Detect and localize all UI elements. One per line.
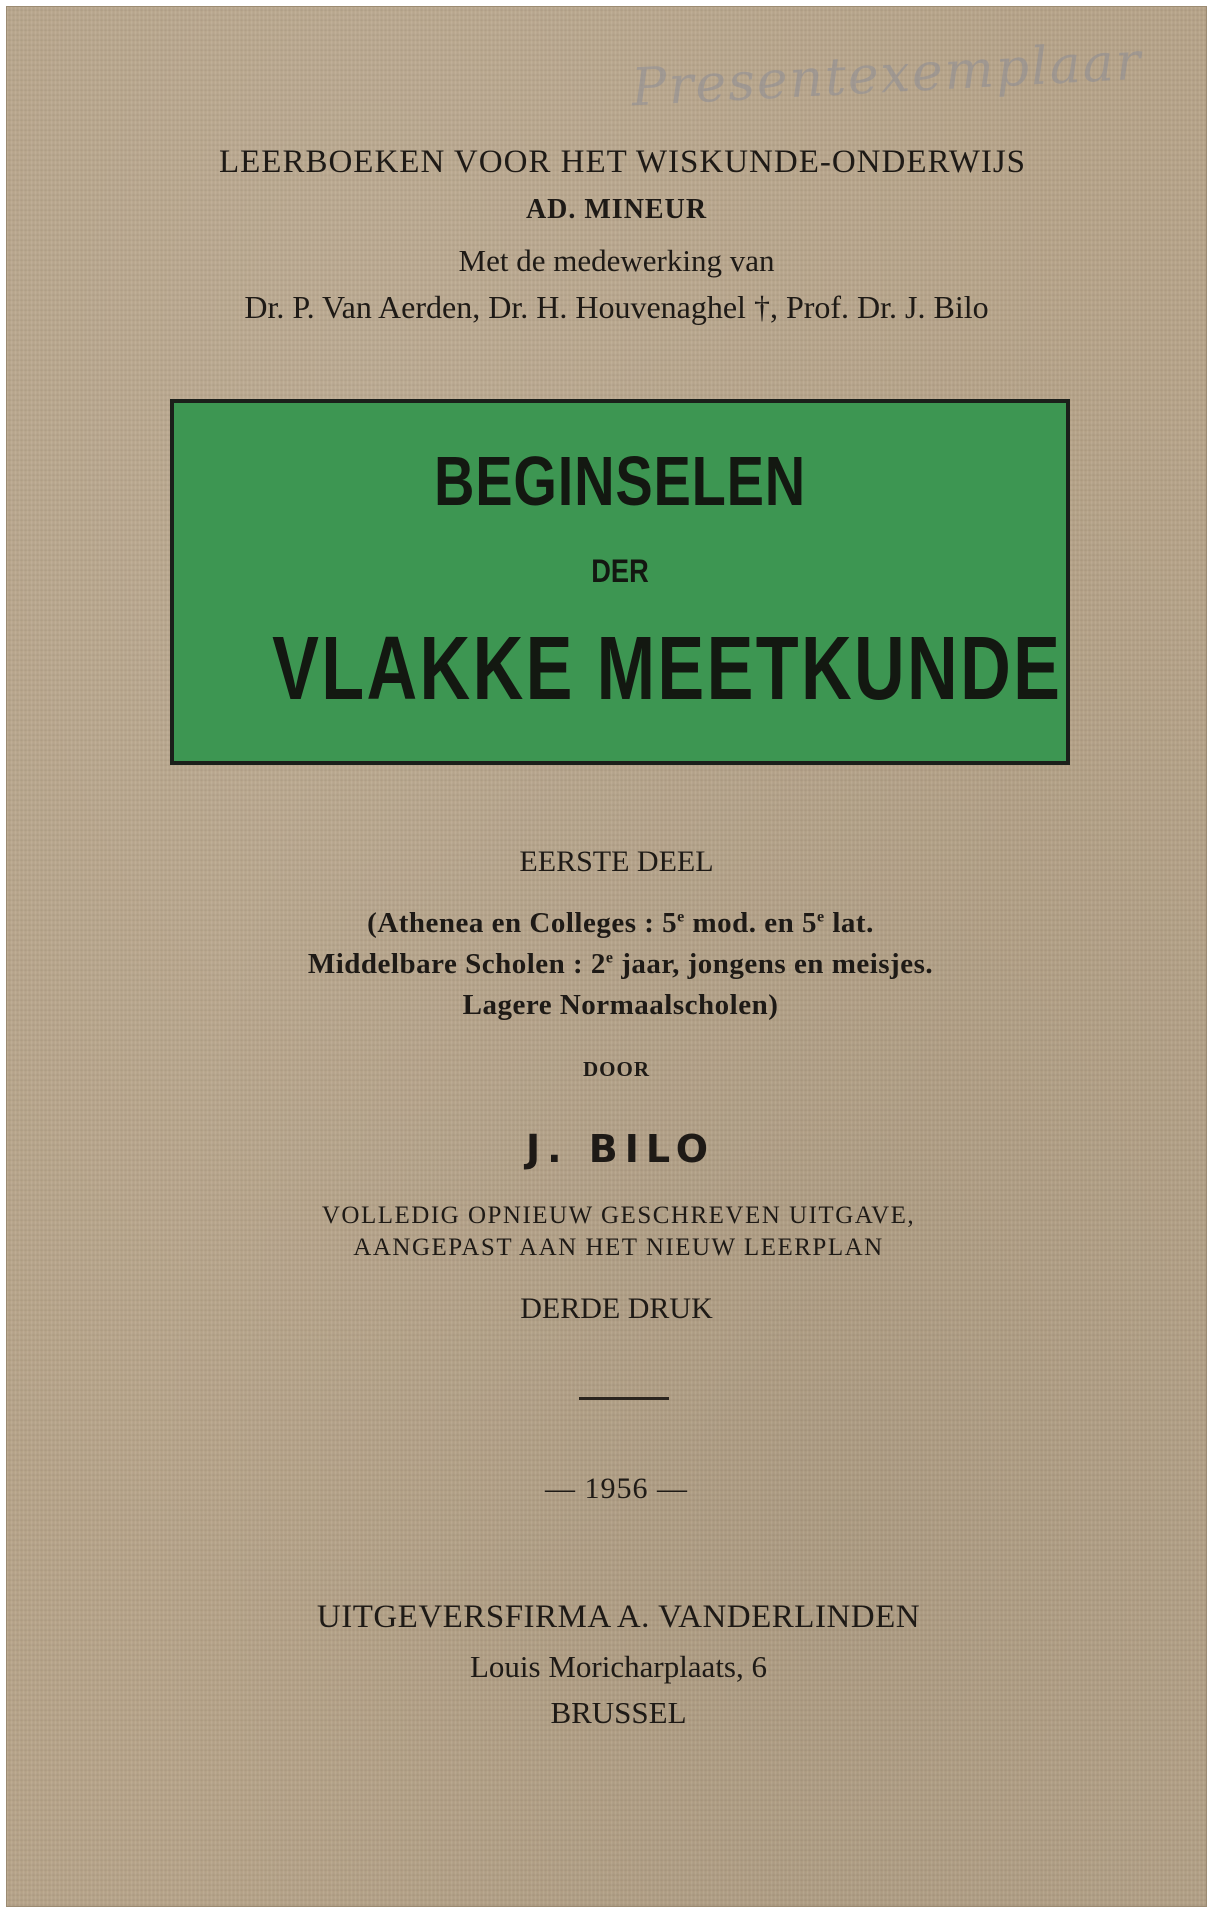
handwritten-stamp: Presentexemplaar: [630, 31, 1144, 119]
series-editor: AD. MINEUR: [525, 194, 708, 225]
author-name: J. BILO: [525, 1127, 716, 1171]
edition-note-line-2: AANGEPAST AAN HET NIEUW LEERPLAN: [353, 1234, 884, 1261]
edition-note-line-1: VOLLEDIG OPNIEUW GESCHREVEN UITGAVE,: [321, 1202, 916, 1229]
book-cover: [6, 6, 1207, 1907]
audience-line-2: Middelbare Scholen : 2e jaar, jongens en meisjes.: [307, 948, 934, 980]
audience-line-1: (Athenea en Colleges : 5e mod. en 5e lat.: [367, 907, 874, 939]
edition-note: [19, 1200, 1213, 1264]
collaboration-intro: Met de medewerking van: [458, 243, 775, 278]
part-label: EERSTE DEEL: [519, 845, 714, 878]
by-label: DOOR: [583, 1057, 650, 1081]
printing-label: DERDE DRUK: [520, 1292, 713, 1325]
title-line-1: BEGINSELEN: [433, 442, 807, 520]
title-line-2: DER: [591, 553, 649, 589]
publisher-name: UITGEVERSFIRMA A. VANDERLINDEN: [316, 1599, 921, 1635]
series-title: LEERBOEKEN VOOR HET WISKUNDE-ONDERWIJS: [218, 144, 1027, 180]
title-box: [170, 399, 1070, 765]
publication-year: — 1956 —: [545, 1472, 688, 1505]
publisher-address: Louis Moricharplaats, 6: [469, 1649, 767, 1684]
title-line-3: VLAKKE MEETKUNDE: [272, 619, 1063, 719]
audience-text: [21, 903, 1213, 1026]
divider: [579, 1397, 669, 1400]
publisher-city: BRUSSEL: [550, 1695, 687, 1730]
collaborators: Dr. P. Van Aerden, Dr. H. Houvenaghel †, Prof. Dr. J. Bilo: [244, 289, 989, 325]
audience-line-3: Lagere Normaalscholen): [462, 989, 779, 1021]
